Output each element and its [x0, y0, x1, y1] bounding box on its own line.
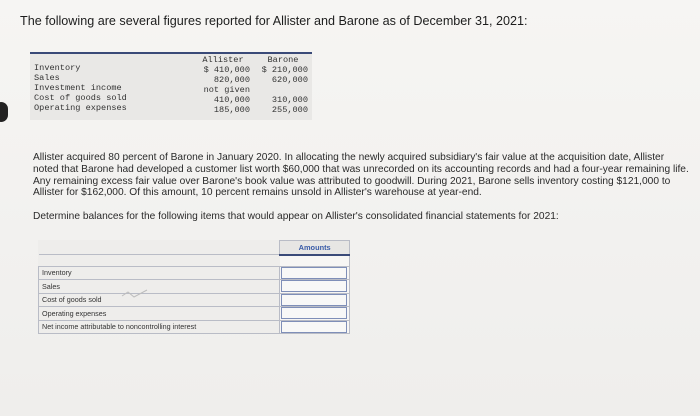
table-row [39, 307, 350, 321]
table-row [39, 293, 350, 307]
answer-row-label: Cost of goods sold [39, 293, 280, 307]
figures-row-label: Inventory [34, 63, 81, 73]
figures-table [30, 52, 312, 120]
allister-value: 410,000 [213, 95, 250, 105]
figures-row-label: Sales [34, 73, 60, 83]
table-row [39, 266, 350, 280]
allister-value: not given [203, 85, 250, 95]
barone-column [258, 55, 308, 115]
figures-row-label: Cost of goods sold [34, 93, 127, 103]
answer-row-label: Sales [39, 280, 280, 294]
inventory-amount-input[interactable] [281, 267, 347, 279]
question-heading: The following are several figures reported for Allister and Barone as of December 31, 2021: [20, 14, 528, 28]
sales-amount-input[interactable] [281, 280, 347, 292]
spacer-row [39, 255, 350, 267]
answer-row-label: Operating expenses [39, 307, 280, 321]
figures-row-label: Investment income [34, 83, 122, 93]
amounts-header: Amounts [280, 241, 350, 255]
figures-row-label: Operating expenses [34, 103, 127, 113]
answer-table [38, 240, 350, 334]
side-collapse-tab[interactable] [0, 102, 8, 122]
operating-expenses-amount-input[interactable] [281, 307, 347, 319]
nci-amount-input[interactable] [281, 321, 347, 333]
barone-value: $ 210,000 [261, 65, 308, 75]
barone-value: 310,000 [271, 95, 308, 105]
allister-column [196, 55, 250, 115]
pen-checkmark-icon [120, 288, 150, 300]
figures-row-labels [34, 63, 127, 113]
problem-paragraph: Allister acquired 80 percent of Barone in January 2020. In allocating the newly acquired subsidiary's fair value at the acquisition date, Allister noted that Barone had developed a customer list worth $60,000 that was unrecorded on its accounting records and had a four-year remaining life. Any remaining excess fair value over Barone's book value was attributed to goodwill. During 2021, Barone sells inventory costing $121,000 to Allister for $162,000. Of this amount, 10 percent remains unsold in Allister's warehouse at year-end. [33, 152, 689, 199]
answer-row-label: Inventory [39, 266, 280, 280]
allister-value: $ 410,000 [203, 65, 250, 75]
barone-header: Barone [267, 55, 299, 65]
barone-value: 620,000 [271, 75, 308, 85]
barone-value: 255,000 [271, 105, 308, 115]
allister-value: 185,000 [213, 105, 250, 115]
answer-row-label: Net income attributable to noncontrolling interest [39, 320, 280, 334]
table-row [39, 320, 350, 334]
table-row [39, 280, 350, 294]
instruction-text: Determine balances for the following items that would appear on Allister's consolidated financial statements for 2021: [33, 211, 559, 222]
cogs-amount-input[interactable] [281, 294, 347, 306]
barone-value [258, 85, 308, 95]
allister-value: 820,000 [213, 75, 250, 85]
allister-header: Allister [202, 55, 244, 65]
